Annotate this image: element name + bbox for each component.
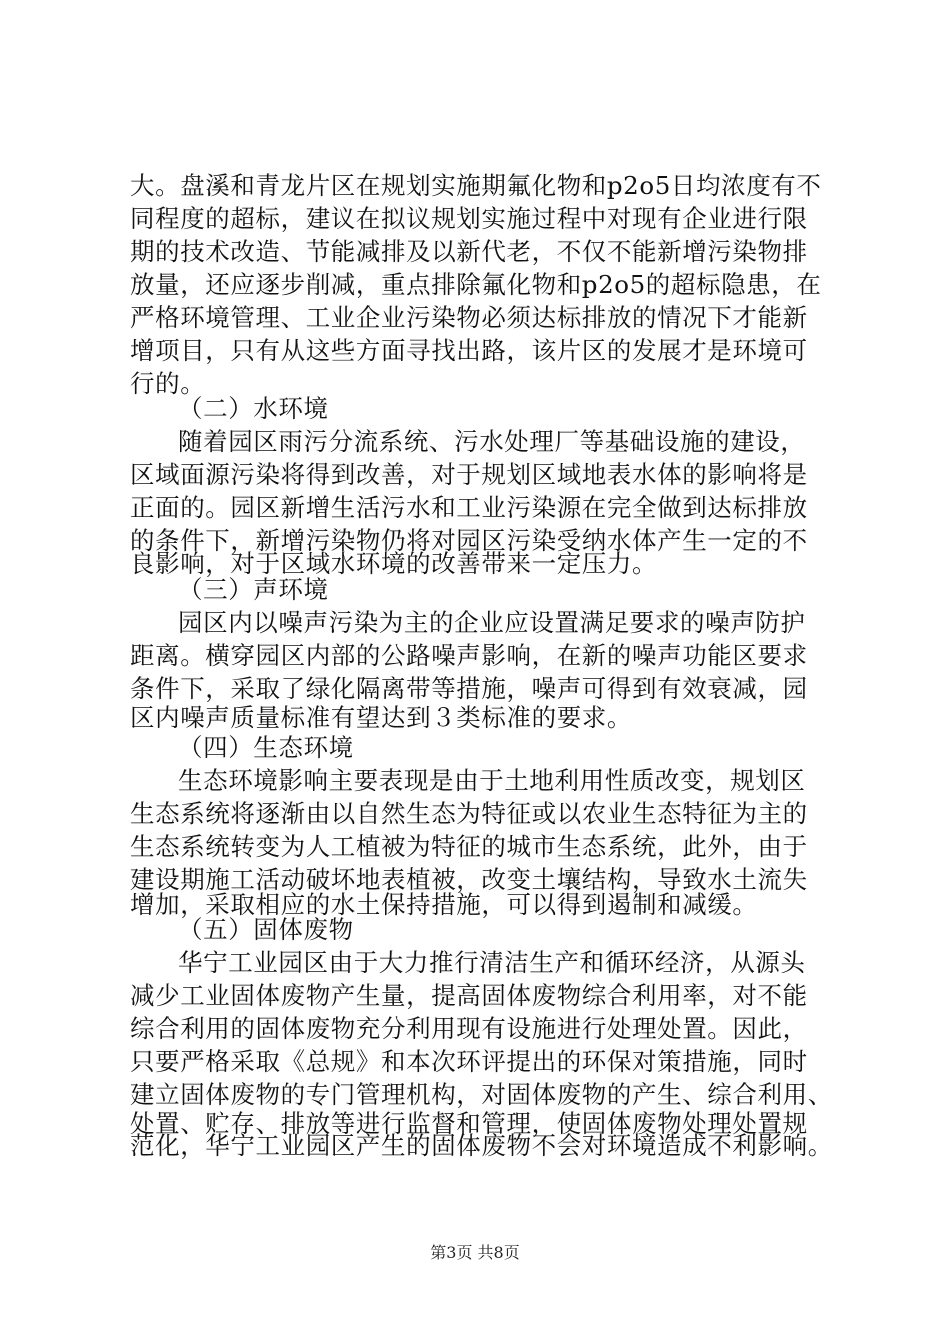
body-text-line: 只要严格采取《总规》和本次环评提出的环保对策措施，同时 — [130, 1047, 808, 1076]
body-text-line: 正面的。园区新增生活污水和工业污染源在完全做到达标排放 — [130, 493, 808, 522]
body-text-line: 增项目，只有从这些方面寻找出路，该片区的发展才是环境可 — [130, 336, 808, 365]
body-text-line: 处置、贮存、排放等进行监督和管理，使固体废物处理处置规 — [130, 1109, 808, 1138]
body-text-line: 大。盘溪和青龙片区在规划实施期氟化物和p2o5日均浓度有不 — [130, 171, 822, 200]
body-text-line: 生态系统转变为人工植被为特征的城市生态系统，此外，由于 — [130, 832, 808, 861]
body-text-line: 园区内以噪声污染为主的企业应设置满足要求的噪声防护 — [178, 608, 806, 637]
body-text-line: 良影响，对于区域水环境的改善带来一定压力。 — [130, 549, 658, 578]
body-text-line: 范化，华宁工业园区产生的固体废物不会对环境造成不利影响。 — [130, 1131, 833, 1160]
body-text-line: 生态系统将逐渐由以自然生态为特征或以农业生态特征为主的 — [130, 799, 808, 828]
body-text-line: 放量，还应逐步削减，重点排除氟化物和p2o5的超标隐患，在 — [130, 270, 822, 299]
section-heading-ecology: （四）生态环境 — [178, 733, 354, 762]
section-heading-solid-waste: （五）固体废物 — [178, 915, 354, 944]
body-text-line: 严格环境管理、工业企业污染物必须达标排放的情况下才能新 — [130, 303, 808, 332]
body-text-line: 建设期施工活动破坏地表植被，改变土壤结构，导致水土流失 — [130, 865, 808, 894]
body-text-line: 同程度的超标，建议在拟议规划实施过程中对现有企业进行限 — [130, 204, 808, 233]
body-text-line: 区内噪声质量标准有望达到３类标准的要求。 — [130, 703, 632, 732]
body-text-line: 建立固体废物的专门管理机构，对固体废物的产生、综合利用、 — [130, 1080, 833, 1109]
body-text-line: 期的技术改造、节能减排及以新代老，不仅不能新增污染物排 — [130, 237, 808, 266]
body-text-line: 生态环境影响主要表现是由于土地利用性质改变，规划区 — [178, 766, 806, 795]
section-heading-sound: （三）声环境 — [178, 575, 329, 604]
body-text-line: 减少工业固体废物产生量，提高固体废物综合利用率，对不能 — [130, 981, 808, 1010]
body-text-line: 的条件下，新增污染物仍将对园区污染受纳水体产生一定的不 — [130, 526, 808, 555]
body-text-line: 增加，采取相应的水土保持措施，可以得到遏制和减缓。 — [130, 890, 758, 919]
body-text-line: 条件下，采取了绿化隔离带等措施，噪声可得到有效衰减，园 — [130, 674, 808, 703]
body-text-line: 距离。横穿园区内部的公路噪声影响，在新的噪声功能区要求 — [130, 641, 808, 670]
body-text-line: 区域面源污染将得到改善，对于规划区域地表水体的影响将是 — [130, 460, 808, 489]
body-text-line: 华宁工业园区由于大力推行清洁生产和循环经济，从源头 — [178, 948, 806, 977]
body-text-line: 随着园区雨污分流系统、污水处理厂等基础设施的建设， — [178, 427, 806, 456]
body-text-line: 综合利用的固体废物充分利用现有设施进行处理处置。因此， — [130, 1014, 808, 1043]
page-number-footer: 第3页 共8页 — [430, 1243, 520, 1262]
body-text-line: 行的。 — [130, 369, 206, 398]
section-heading-water: （二）水环境 — [178, 394, 329, 423]
